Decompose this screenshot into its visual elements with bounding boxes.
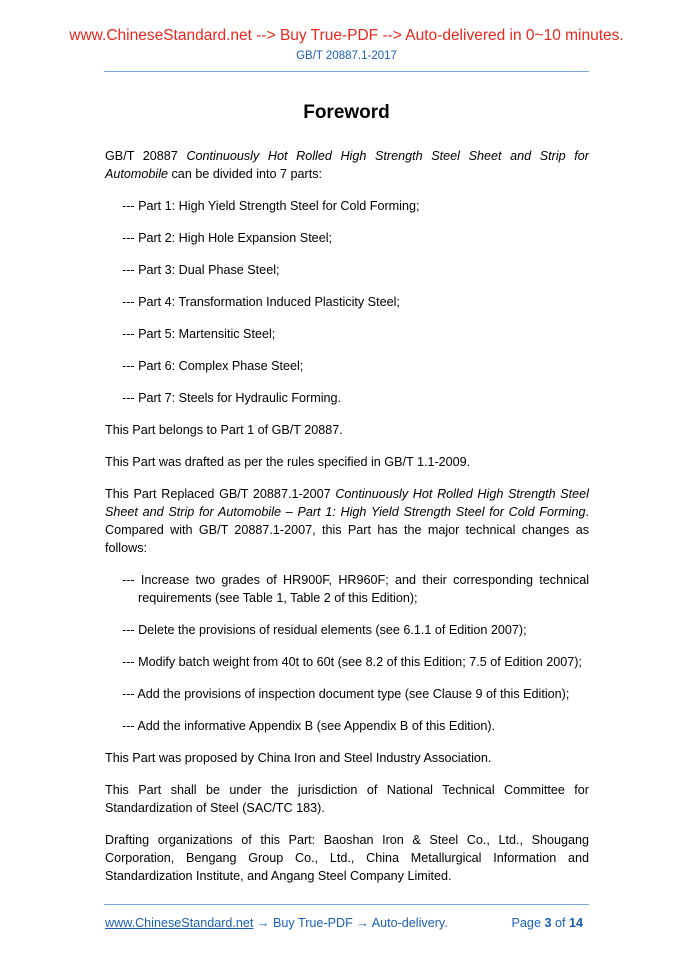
change-list-item: --- Modify batch weight from 40t to 60t (see 8.2 of this Edition; 7.5 of Edition 2007); bbox=[122, 655, 582, 669]
replaced-italic-title: Continuously Hot Rolled High Strength Steel Sheet and Strip for Automobile – Part 1: High Yield Strength Steel for Cold Forming bbox=[105, 487, 589, 519]
part-list-item: --- Part 7: Steels for Hydraulic Forming. bbox=[122, 391, 342, 405]
replaced-pre: This Part Replaced GB/T 20887.1-2007 bbox=[105, 487, 336, 501]
footer-site-link[interactable]: www.ChineseStandard.net bbox=[105, 916, 254, 930]
page-title: Foreword bbox=[303, 102, 390, 123]
document-body bbox=[105, 147, 589, 899]
standard-number: GB/T 20887.1-2017 bbox=[296, 50, 397, 62]
page-total: 14 bbox=[568, 916, 583, 930]
change-list-item: --- Delete the provisions of residual elements (see 6.1.1 of Edition 2007); bbox=[122, 623, 527, 637]
footer-divider bbox=[104, 904, 589, 905]
page-current: 3 bbox=[544, 916, 552, 930]
replaced-paragraph bbox=[105, 485, 589, 557]
part-list-item: --- Part 1: High Yield Strength Steel for Cold Forming; bbox=[122, 199, 420, 213]
drafting-orgs-paragraph: Drafting organizations of this Part: Baoshan Iron & Steel Co., Ltd., Shougang Corporation, Bengang Group Co., Ltd., China Metallurgical Information and Standardization Institute, and Angang Steel Company Limited. bbox=[105, 833, 589, 883]
change-list-item: --- Increase two grades of HR900F, HR960F; and their corresponding technical requirements (see Table 1, Table 2 of this Edition); bbox=[122, 573, 589, 605]
belongs-paragraph: This Part belongs to Part 1 of GB/T 20887. bbox=[105, 423, 343, 437]
part-list-item: --- Part 2: High Hole Expansion Steel; bbox=[122, 231, 332, 245]
intro-italic-title: Continuously Hot Rolled High Strength Steel Sheet and Strip for Automobile bbox=[105, 149, 589, 181]
intro-paragraph bbox=[105, 147, 589, 183]
top-banner[interactable]: www.ChineseStandard.net --> Buy True-PDF --> Auto-delivered in 0~10 minutes. bbox=[69, 27, 624, 44]
page-of: of bbox=[554, 916, 566, 930]
replaced-post: . Compared with GB/T 20887.1-2007, this Part has the major technical changes as follows: bbox=[105, 505, 589, 555]
intro-pre: GB/T 20887 bbox=[105, 149, 187, 163]
page-footer bbox=[105, 916, 589, 930]
change-list-item: --- Add the provisions of inspection document type (see Clause 9 of this Edition); bbox=[122, 687, 570, 701]
part-list-item: --- Part 5: Martensitic Steel; bbox=[122, 327, 276, 341]
part-list-item: --- Part 4: Transformation Induced Plasticity Steel; bbox=[122, 295, 400, 309]
intro-post: can be divided into 7 parts: bbox=[168, 167, 323, 181]
drafted-paragraph: This Part was drafted as per the rules specified in GB/T 1.1-2009. bbox=[105, 455, 471, 469]
page-word: Page bbox=[511, 916, 541, 930]
change-list-item: --- Add the informative Appendix B (see Appendix B of this Edition). bbox=[122, 719, 496, 733]
part-list-item: --- Part 3: Dual Phase Steel; bbox=[122, 263, 280, 277]
part-list-item: --- Part 6: Complex Phase Steel; bbox=[122, 359, 304, 373]
header-divider bbox=[104, 71, 589, 72]
jurisdiction-paragraph: This Part shall be under the jurisdiction of National Technical Committee for Standardization of Steel (SAC/TC 183). bbox=[105, 783, 589, 815]
proposed-paragraph: This Part was proposed by China Iron and Steel Industry Association. bbox=[105, 751, 492, 765]
page-indicator bbox=[512, 916, 583, 930]
footer-purchase-text: → Buy True-PDF → Auto-delivery. bbox=[253, 916, 448, 930]
